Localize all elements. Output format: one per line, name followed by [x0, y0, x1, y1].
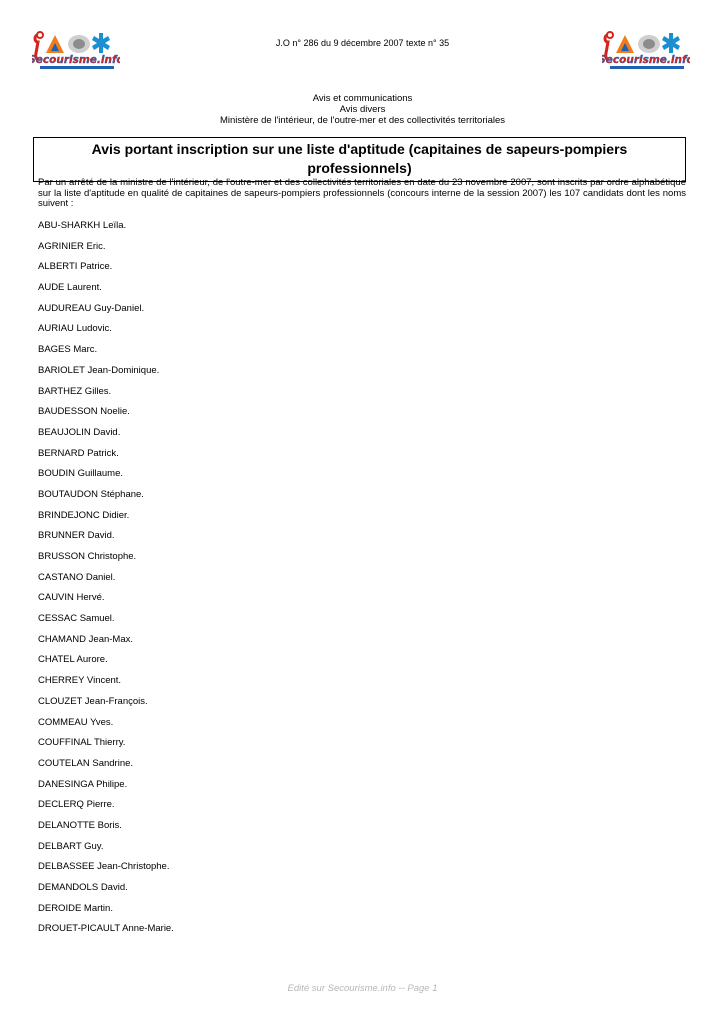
- candidate-name: COUFFINAL Thierry.: [38, 737, 126, 749]
- candidate-name: ALBERTI Patrice.: [38, 261, 113, 273]
- candidate-name: CHERREY Vincent.: [38, 675, 122, 687]
- secourisme-logo-left-graphic: [32, 29, 120, 71]
- section-line-1: Avis et communications: [312, 93, 413, 104]
- page-footer: Edité sur Secourisme.info -- Page 1: [287, 983, 438, 994]
- candidate-name: BEAUJOLIN David.: [38, 426, 121, 438]
- candidate-name: BARTHEZ Gilles.: [38, 385, 112, 397]
- secourisme-logo-right[interactable]: [602, 29, 690, 71]
- candidate-name: AUDE Laurent.: [38, 282, 102, 294]
- candidate-name: BRUNNER David.: [38, 530, 115, 542]
- candidate-name: DEROIDE Martin.: [38, 902, 113, 914]
- candidate-name: BRUSSON Christophe.: [38, 551, 137, 562]
- section-line-3: Ministère de l'intérieur, de l'outre-mer et des collectivités territoriales: [219, 115, 506, 126]
- candidate-name: DELANOTTE Boris.: [38, 819, 122, 831]
- secourisme-logo-right-graphic: [602, 29, 690, 71]
- candidate-name: BARIOLET Jean-Dominique.: [38, 364, 160, 376]
- candidate-name: BRINDEJONC Didier.: [38, 509, 130, 521]
- candidate-name: DEMANDOLS David.: [38, 882, 128, 893]
- candidate-name: BOUTAUDON Stéphane.: [38, 488, 144, 500]
- candidate-name: DROUET-PICAULT Anne-Marie.: [38, 923, 174, 935]
- candidate-name: CLOUZET Jean-François.: [38, 695, 148, 707]
- document-title: Avis portant inscription sur une liste d'aptitude (capitaines de sapeurs-pompiers professionnels): [33, 137, 686, 182]
- logo-text: Secourisme.info: [602, 54, 690, 66]
- candidate-name: BOUDIN Guillaume.: [38, 468, 123, 480]
- candidate-name: AURIAU Ludovic.: [38, 323, 112, 335]
- candidate-name: DELBART Guy.: [38, 840, 104, 852]
- candidate-name: DANESINGA Philipe.: [38, 778, 128, 790]
- candidate-list: [38, 216, 174, 940]
- candidate-name: BAUDESSON Noelie.: [38, 406, 130, 418]
- candidate-name: CESSAC Samuel.: [38, 613, 115, 625]
- candidate-name: COMMEAU Yves.: [38, 716, 114, 728]
- candidate-name: BAGES Marc.: [38, 344, 98, 356]
- candidate-name: CASTANO Daniel.: [38, 571, 116, 583]
- candidate-name: AGRINIER Eric.: [38, 240, 106, 252]
- secourisme-logo-left[interactable]: [32, 29, 120, 71]
- jo-reference: J.O n° 286 du 9 décembre 2007 texte n° 35: [275, 38, 450, 48]
- candidate-name: AUDUREAU Guy-Daniel.: [38, 302, 145, 314]
- candidate-name: CAUVIN Hervé.: [38, 592, 105, 604]
- candidate-name: ABU-SHARKH Leïla.: [38, 220, 127, 231]
- intro-paragraph: Par un arrêté de la ministre de l'intérieur, de l'outre-mer et des collectivités territoriales en date du 23 novembre 2007, sont inscrits par ordre alphabétique sur la liste d'aptitude en qualité de capitaines de sapeurs-pompiers professionnels (concours interne de la session 2007) les 107 candidats dont les noms suivent :: [38, 177, 686, 209]
- section-header: [0, 93, 725, 126]
- logo-text: Secourisme.info: [32, 54, 120, 66]
- candidate-name: DECLERQ Pierre.: [38, 799, 115, 811]
- candidate-name: BERNARD Patrick.: [38, 447, 119, 459]
- candidate-name: DELBASSEE Jean-Christophe.: [38, 861, 170, 873]
- candidate-name: CHATEL Aurore.: [38, 654, 108, 666]
- section-line-2: Avis divers: [339, 104, 386, 115]
- candidate-name: COUTELAN Sandrine.: [38, 757, 134, 769]
- candidate-name: CHAMAND Jean-Max.: [38, 633, 134, 645]
